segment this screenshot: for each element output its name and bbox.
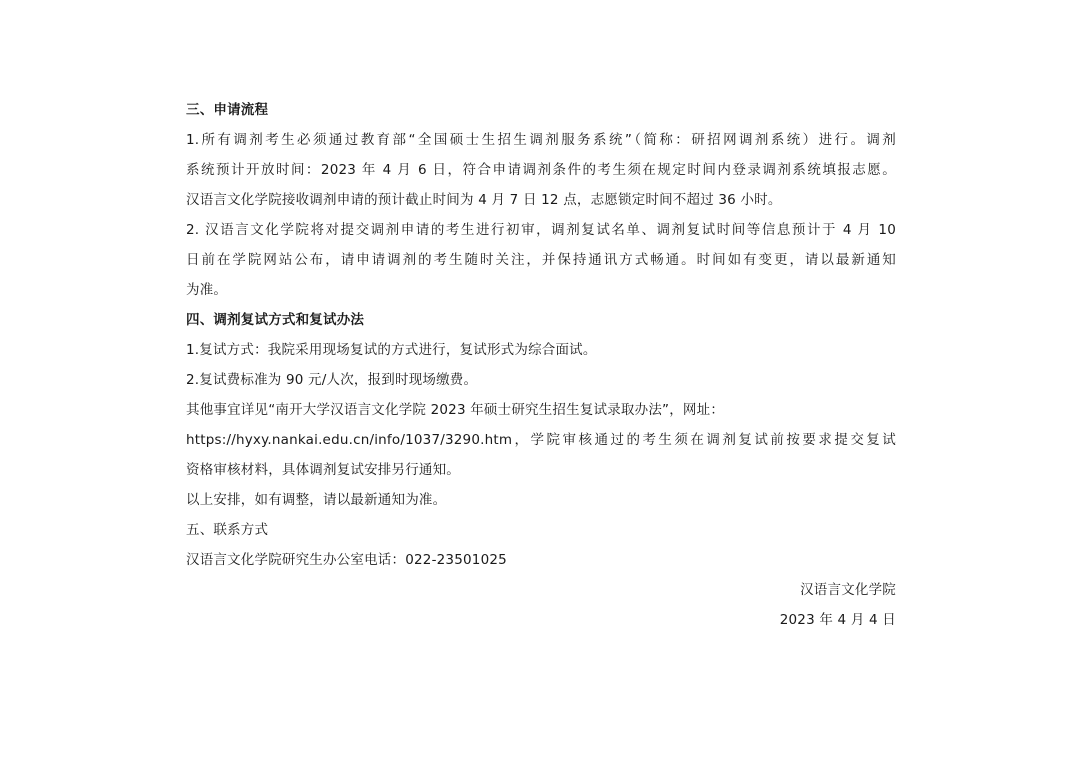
paragraph-line: 其他事宜详见“南开大学汉语言文化学院 2023 年硕士研究生招生复试录取办法”，网址：	[186, 402, 725, 418]
paragraph-line: 日前在学院网站公布，请申请调剂的考生随时关注，并保持通讯方式畅通。时间如有变更，请以最新通知	[186, 252, 896, 268]
paragraph-line: 资格审核材料，具体调剂复试安排另行通知。	[186, 462, 460, 478]
notice-line: 以上安排，如有调整，请以最新通知为准。	[186, 492, 447, 508]
list-item: 1.复试方式：我院采用现场复试的方式进行，复试形式为综合面试。	[186, 342, 597, 358]
paragraph-line: 2. 汉语言文化学院将对提交调剂申请的考生进行初审，调剂复试名单、调剂复试时间等信息预计于 4 月 10	[186, 222, 896, 238]
paragraph-line: 为准。	[186, 282, 228, 298]
section-heading-contact: 五、联系方式	[186, 522, 269, 538]
contact-phone: 汉语言文化学院研究生办公室电话：022-23501025	[186, 552, 507, 568]
paragraph-line: 1.所有调剂考生必须通过教育部“全国硕士生招生调剂服务系统”（简称：研招网调剂系统）进行。调剂	[186, 132, 896, 148]
signature-date: 2023 年 4 月 4 日	[779, 612, 896, 628]
list-item: 2.复试费标准为 90 元/人次，报到时现场缴费。	[186, 372, 478, 388]
document-body	[186, 95, 896, 635]
paragraph-line: 系统预计开放时间：2023 年 4 月 6 日，符合申请调剂条件的考生须在规定时间内登录调剂系统填报志愿。	[186, 162, 896, 178]
paragraph-line: 汉语言文化学院接收调剂申请的预计截止时间为 4 月 7 日 12 点，志愿锁定时间不超过 36 小时。	[186, 192, 782, 208]
section-heading-retest-method: 四、调剂复试方式和复试办法	[186, 312, 365, 328]
section-heading-application-process: 三、申请流程	[186, 102, 269, 118]
url-paragraph-line: https://hyxy.nankai.edu.cn/info/1037/3290.htm，学院审核通过的考生须在调剂复试前按要求提交复试	[186, 432, 896, 448]
signature-org: 汉语言文化学院	[800, 582, 896, 598]
